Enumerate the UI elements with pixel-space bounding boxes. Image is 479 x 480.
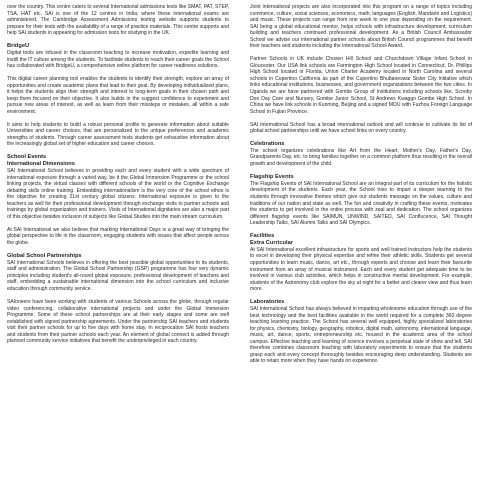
bridgeu-heading: BridgeU (7, 43, 30, 50)
school-events-heading: School Events (7, 154, 47, 161)
outlook-paragraph: SAI International School has a broad international outlook and will continue to cultivate its list of global school partnerships until we have school links on every country. (250, 121, 472, 135)
celebrations-paragraph: The school organizes celebrations like Art from the Heart, Mother's Day, Father's Day, Grandparents Day, etc. to bring families together on a common platform thus resulting in the overall growth and development of the child. (250, 147, 472, 168)
extra-curricular-heading: Extra Curricular (250, 239, 293, 246)
intro-paragraph: over the country. This centre caters to several International admissions tests like SMAT, PAT, STEP, TSA, HAT etc. SAI is one of the 12 centres in India, where these international exams are administered. The Cambridge Assessment Admissions testing website supports students to prepare for their tests with the availability of a range of practice materials. This centre supports and help SAI students in appearing for admission tests for studying in the UK. (7, 4, 229, 37)
international-dimensions-heading: International Dimensions (7, 161, 75, 168)
left-column (7, 4, 229, 351)
laboratories-paragraph: SAI International School has always believed in imparting wholesome education through use of the best technology and the best facilities available in the world required for a complete 360 degree teaching learning practice. The School has several well equipped, highly specialized laboratories for physics, chemistry, biology, geography, robotics, digital math, astronomy, international language, music, art, dance, sports, entrepreneurship etc. housed in the academic area of the school campus. Effective teaching and learning of science involves a perpetual state of show and tell. SAI therefore combines classroom teaching with laboratory experiments to ensure that the students grasp each and every concept thoroughly besides encouraging deep understanding. Students are able to retain more when they have hands on experience. (250, 306, 472, 365)
global-school-partnerships-heading: Global School Partnerships (7, 252, 82, 259)
bridgeu-paragraph-2: This digital career planning tool enables the students to identify their strength, explore an array of opportunities and create academic plans that lead to their goal. By developing individualized plans, it helps the students align their strength and interest to long-term goals in their chosen path and keep them focused on their objective. It also builds in the suggest confidence to experiment and pursue new areas of interest, as well as learn from their missteps or mistakes, all within a safe environment. (7, 76, 229, 115)
bridgeu-paragraph-3: It aims to help students to build a robust personal profile to generate information about suitable Universities and career choices, that are personalized to the unique preferences and academic strengths of students. Through career assessment tests students get exhaustive information about the increasingly global set of higher education and career choices. (7, 121, 229, 148)
international-paragraph-2: At SAI International we also believe that marking International Days is a great way of bringing the global perspective to life in the classroom, engaging students with issues that affect people across the globe. (7, 226, 229, 246)
flagship-events-paragraph: The Flagship Events of SAI International School are an integral part of its curriculum for the holistic development of the students. Each year, the School tries to impart a deeper learning to the students through innovative themes which give our students message on the values, culture and traditions of our nation and state as well. The fun and creativity in crafting these events, motivates the students to get involved in the entire process with zeal and dedication. The school organizes different flagship events like SAIMUN, UNWIND, SAITED, SAI Conflucence, SAI Thought Leadership Talks, SAI Alumni Talks and SAI Olympics. (250, 180, 472, 227)
international-paragraph-1: SAI International School believes in providing each and every student with a wide spectrum of international exposure through a varied way, be it the Global Immersion Programme or the school linking projects, the virtual classes with different schools of the world or the Cognitive Exchange debating skills online training. Embedding internationalism is the very core of the school ethos is the objective for creating 21st century global citizens. International exposure is given to the teachers as well for their professional development through exchange visits to partner schools and trainings by global organization and trainers. Visits of International dignitaries are also a major part of this objective besides inclusion of subjects like Global Studies into the main stream curriculum. (7, 168, 229, 220)
right-column (250, 4, 472, 371)
extra-curricular-paragraph: At SAI International excellent infrastructure for sports and well trained instructors help the students to excel in developing their physical expertise and refine their athletic skills. Students get several opportunities to learn music, dance, art etc., through experts and choose and learn their favourite instrument from an array of musical instrument. Each and every student get adequate time to be involved in various club activities, which helps in constructive mental development. For example, students of the Astronomy club explore the sky at night for a better and clearer view and thus learn more. (250, 246, 472, 293)
laboratories-heading: Laboratories (250, 299, 285, 306)
gsp-paragraph-2: SAIoneers have been working with students of various Schools across the globe, through regular video conferencing, collaborative international projects and under the Global Immersion Programme. Some of these school partnerships are at their early stages and some are well established with signed partnership agreements. Under the partnership SAI teachers and students visit their partner schools for up to five days with home stay. In reciprocation SAI hosts teachers and students from their partner schools each year. An element of global connect is added through planned community service initiatives that benefit the underprivileged in each country. (7, 298, 229, 345)
celebrations-heading: Celebrations (250, 141, 285, 148)
gsp-paragraph-1: SAI International Schools believes in offering the best possible global opportunities to its students, staff and administration. The Global School Partnership (GSP) programme has four very dynamic principles including student's all-round global exposure, professional development of teachers and staff, embedding a sustainable international dimension into the school curriculum and inclusive education through community service. (7, 259, 229, 293)
partner-schools-paragraph: Partner Schools in UK include Chosen Hill School and Churchdown Village Infant School in Gloucester. Our USA link schools are Farmington High School located in Connecticut, Dr. Phillips High School located in Florida, Union Charter Academy located in North Carolina and several schools in Cupertino California as part of the Cupertino Bhubaneswar Sister City Initiative which links educational institutions, businesses, and government organizations between the two cities. In Uganda we are have partnered with Gombe Group of Institutions including schools like, Scooby Doo Day Care and Nursery, Gombe Junior School, St Andrews Kwaggo Gombe High School. In China we have link schools in Kunming, Beijing and a signed MOU with Fuzhou Foreign Language School in Fujian Province. (250, 56, 472, 115)
flagship-events-heading: Flagship Events (250, 173, 294, 180)
facilities-heading: Facilities (250, 233, 275, 240)
joint-projects-paragraph: Joint international projects are also incorporated into this program on a range of topics including commerce, culture, social sciences, economics, math, languages (English, Mandarin and Logistics) and music. These projects can range from one week to one year depending on the requirement. SAI being a global educational mentor, helps schools with infrastructure development, curriculum building and teachers continued professional development. As a British Council Ambassador School we advise our international partner schools about British Council programmes that benefit their teachers and students including the International School Award. (250, 4, 472, 50)
bridgeu-paragraph-1: Digital tools are infused in the classroom teaching to increase motivation, expedite learning and instill the IT culture among the students. To facilitate students to reach their career goals the School has collaborated with BridgeU, a comprehensive online platform for career readiness solutions. (7, 50, 229, 70)
